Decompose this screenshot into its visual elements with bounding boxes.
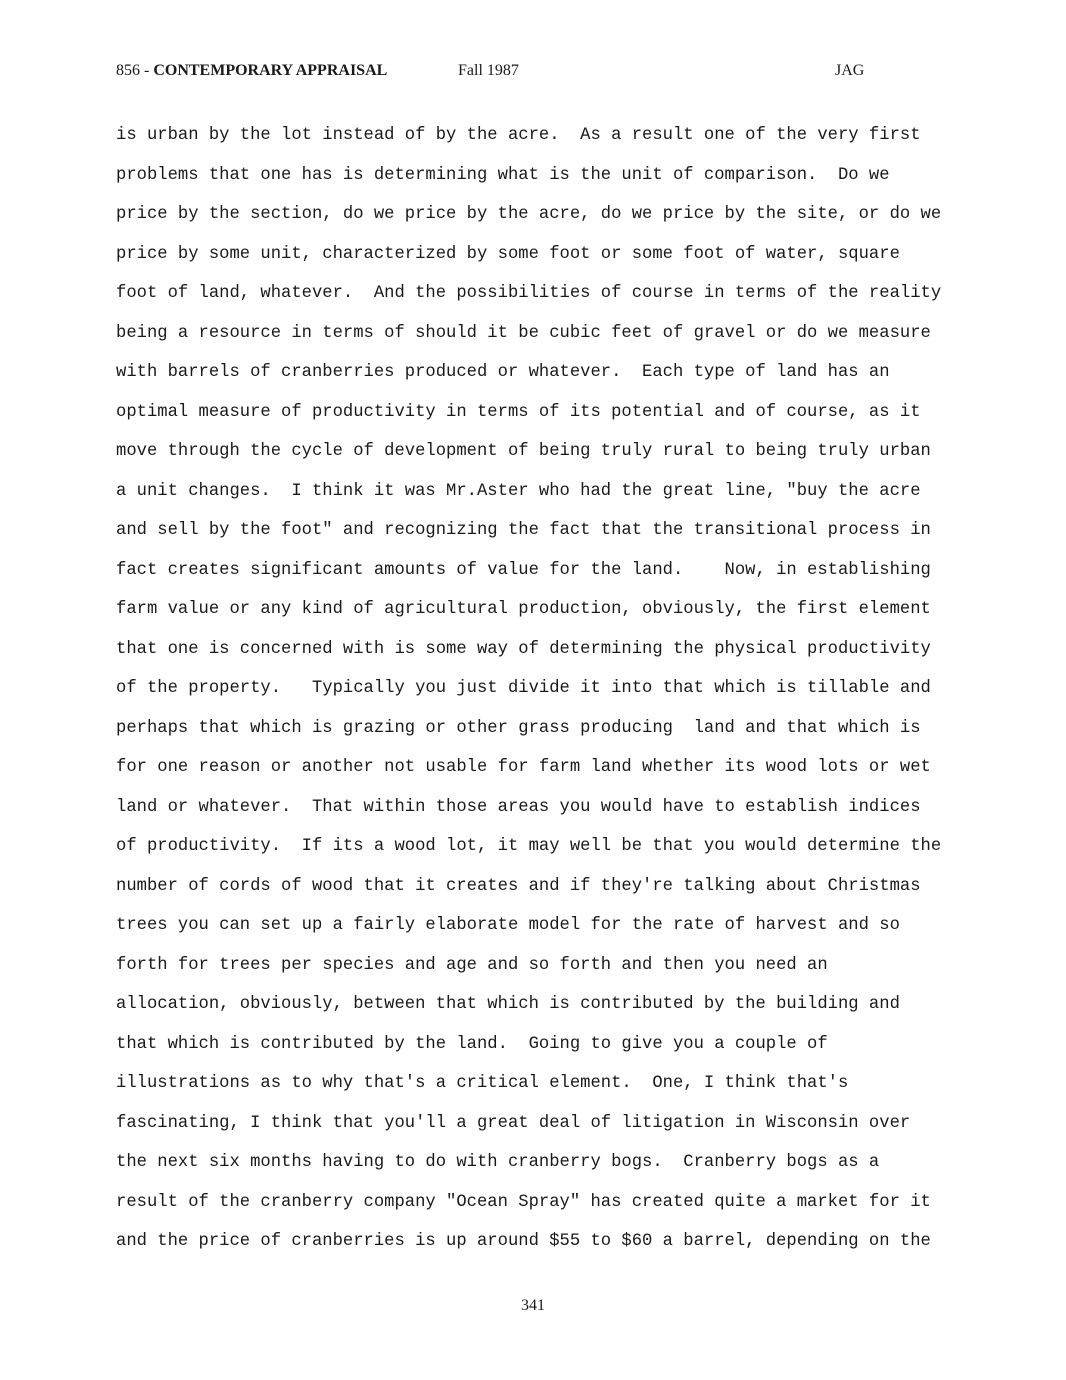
text-line: allocation, obviously, between that which is contributed by the building and: [116, 995, 900, 1014]
text-line: forth for trees per species and age and so forth and then you need an: [116, 955, 828, 975]
text-line: trees you can set up a fairly elaborate model for the rate of harvest and so: [116, 916, 900, 935]
text-line: the next six months having to do with cranberry bogs. Cranberry bogs as a: [116, 1153, 880, 1172]
term-label: Fall 1987: [458, 62, 519, 79]
text-line: perhaps that which is grazing or other grass producing land and that which is: [116, 718, 921, 738]
text-line: is urban by the lot instead of by the acre. As a result one of the very first: [116, 126, 921, 145]
text-line: and the price of cranberries is up around $55 to $60 a barrel, depending on the: [116, 1232, 931, 1251]
page-header: [116, 62, 876, 86]
text-line: being a resource in terms of should it be cubic feet of gravel or do we measure: [116, 323, 931, 343]
transcript-body: [116, 122, 966, 1268]
text-line: problems that one has is determining what is the unit of comparison. Do we: [116, 165, 890, 185]
text-line: for one reason or another not usable for farm land whether its wood lots or wet: [116, 758, 931, 777]
course-title: CONTEMPORARY APPRAISAL: [153, 62, 388, 79]
text-line: result of the cranberry company "Ocean Spray" has created quite a market for it: [116, 1192, 931, 1212]
text-line: a unit changes. I think it was Mr.Aster who had the great line, "buy the acre: [116, 481, 921, 501]
text-line: price by some unit, characterized by some foot or some foot of water, square: [116, 244, 900, 264]
course-number: 856 -: [116, 62, 154, 79]
course-heading: [116, 62, 387, 80]
author-initials: JAG: [835, 62, 865, 79]
text-line: move through the cycle of development of being truly rural to being truly urban: [116, 442, 931, 461]
page-number: 341: [521, 1297, 545, 1314]
text-line: number of cords of wood that it creates and if they're talking about Christmas: [116, 876, 921, 896]
text-line: that which is contributed by the land. Going to give you a couple of: [116, 1034, 828, 1054]
text-line: fact creates significant amounts of value for the land. Now, in establishing: [116, 560, 931, 580]
text-line: land or whatever. That within those areas you would have to establish indices: [116, 797, 921, 817]
text-line: foot of land, whatever. And the possibilities of course in terms of the reality: [116, 284, 942, 303]
text-line: illustrations as to why that's a critical element. One, I think that's: [116, 1074, 849, 1093]
text-line: price by the section, do we price by the acre, do we price by the site, or do we: [116, 205, 942, 224]
text-line: that one is concerned with is some way of determining the physical productivity: [116, 639, 931, 659]
text-line: optimal measure of productivity in terms of its potential and of course, as it: [116, 402, 921, 422]
text-line: of productivity. If its a wood lot, it may well be that you would determine the: [116, 837, 942, 856]
text-line: farm value or any kind of agricultural production, obviously, the first element: [116, 600, 931, 619]
text-line: with barrels of cranberries produced or whatever. Each type of land has an: [116, 363, 890, 382]
text-line: of the property. Typically you just divide it into that which is tillable and: [116, 679, 931, 698]
text-line: fascinating, I think that you'll a great deal of litigation in Wisconsin over: [116, 1113, 911, 1133]
text-line: and sell by the foot" and recognizing the fact that the transitional process in: [116, 521, 931, 540]
